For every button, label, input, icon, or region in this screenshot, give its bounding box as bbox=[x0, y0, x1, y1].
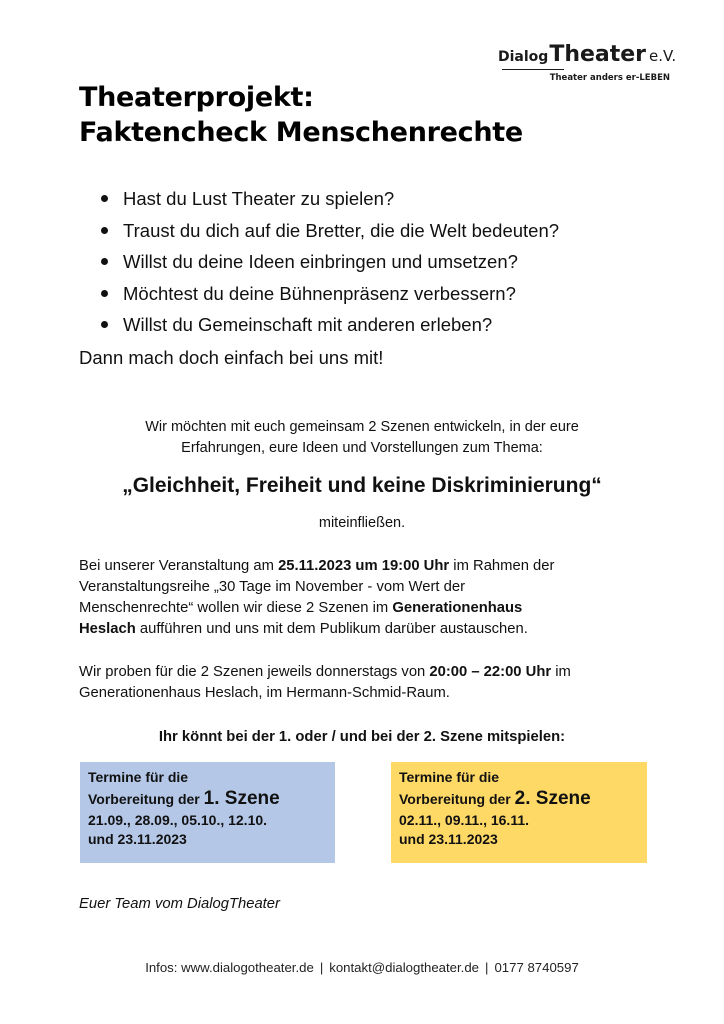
rehearsal-text: im bbox=[551, 664, 571, 680]
invite-text: Dann mach doch einfach bei uns mit! bbox=[79, 347, 384, 368]
event-line-1 bbox=[79, 556, 659, 577]
logo-ev: e.V. bbox=[649, 47, 677, 65]
event-date: 25.11.2023 um 19:00 Uhr bbox=[278, 558, 450, 574]
scene-2-dates: 02.11., 09.11., 16.11. bbox=[399, 812, 530, 828]
rehearsal-line-2: Generationenhaus Heslach, im Hermann-Schmid-Raum. bbox=[79, 685, 450, 701]
list-item: Hast du Lust Theater zu spielen? bbox=[80, 183, 559, 215]
motto-heading: „Gleichheit, Freiheit und keine Diskriminierung“ bbox=[122, 474, 602, 497]
footer bbox=[0, 960, 724, 975]
list-item: Möchtest du deine Bühnenpräsenz verbessern? bbox=[80, 278, 559, 310]
scene-1-label-2: Vorbereitung der bbox=[88, 791, 204, 807]
scene-2-dates-2: und 23.11.2023 bbox=[399, 831, 498, 847]
event-venue-2: Heslach bbox=[79, 621, 136, 637]
scene-1-label: Termine für die bbox=[88, 769, 189, 785]
footer-separator: | bbox=[485, 960, 489, 975]
footer-website[interactable]: Infos: www.dialogotheater.de bbox=[145, 960, 314, 975]
question-list bbox=[80, 183, 559, 341]
title-line-2: Faktencheck Menschenrechte bbox=[79, 117, 523, 148]
logo-dialog: Dialog bbox=[498, 49, 549, 65]
scene-2-name: 2. Szene bbox=[514, 788, 591, 809]
page-title bbox=[79, 80, 523, 150]
footer-phone: 0177 8740597 bbox=[494, 960, 579, 975]
event-text: aufführen und uns mit dem Publikum darüber austauschen. bbox=[135, 621, 528, 637]
intro-line-2: Erfahrungen, eure Ideen und Vorstellungen zum Thema: bbox=[181, 440, 543, 456]
scene-1-name: 1. Szene bbox=[203, 788, 280, 809]
rehearsal-text: Wir proben für die 2 Szenen jeweils donnerstags von bbox=[79, 664, 430, 680]
event-text: Menschenrechte“ wollen wir diese 2 Szenen im bbox=[79, 600, 393, 616]
logo-wordmark bbox=[498, 42, 677, 67]
motto-tail: miteinfließen. bbox=[318, 515, 406, 531]
event-line-2: Veranstaltungsreihe „30 Tage im November - vom Wert der bbox=[79, 579, 465, 595]
event-paragraph bbox=[79, 556, 659, 640]
scene-2-box bbox=[391, 762, 647, 863]
footer-email[interactable]: kontakt@dialogtheater.de bbox=[329, 960, 480, 975]
list-item: Willst du deine Ideen einbringen und umsetzen? bbox=[80, 246, 559, 278]
signature: Euer Team vom DialogTheater bbox=[79, 896, 280, 912]
logo-underline bbox=[502, 69, 564, 70]
scene-2-title-row bbox=[399, 787, 647, 811]
scene-1-title-row bbox=[88, 787, 335, 811]
rehearsal-paragraph bbox=[79, 662, 669, 704]
footer-separator: | bbox=[319, 960, 324, 975]
logo-tagline: Theater anders er-LEBEN bbox=[549, 73, 670, 83]
scene-1-box bbox=[80, 762, 335, 863]
logo bbox=[498, 42, 677, 83]
event-text: im Rahmen der bbox=[449, 558, 555, 574]
scene-2-label: Termine für die bbox=[399, 769, 500, 785]
event-venue: Generationenhaus bbox=[392, 600, 523, 616]
rehearsal-time: 20:00 – 22:00 Uhr bbox=[429, 664, 552, 680]
scene-2-label-2: Vorbereitung der bbox=[399, 791, 515, 807]
scene-1-dates-2: und 23.11.2023 bbox=[88, 831, 187, 847]
scene-1-dates: 21.09., 28.09., 05.10., 12.10. bbox=[88, 812, 268, 828]
list-item: Traust du dich auf die Bretter, die die Welt bedeuten? bbox=[80, 215, 559, 247]
list-item: Willst du Gemeinschaft mit anderen erleben? bbox=[80, 309, 559, 341]
title-line-1: Theaterprojekt: bbox=[79, 82, 314, 113]
event-line-3 bbox=[79, 598, 659, 619]
event-text: Bei unserer Veranstaltung am bbox=[79, 558, 279, 574]
intro-text bbox=[60, 417, 664, 459]
participation-heading: Ihr könnt bei der 1. oder / und bei der 2. Szene mitspielen: bbox=[158, 729, 566, 745]
logo-theater: Theater bbox=[549, 42, 647, 67]
intro-line-1: Wir möchten mit euch gemeinsam 2 Szenen entwickeln, in der eure bbox=[145, 419, 579, 435]
rehearsal-line-1 bbox=[79, 662, 669, 683]
event-line-4 bbox=[79, 619, 659, 640]
